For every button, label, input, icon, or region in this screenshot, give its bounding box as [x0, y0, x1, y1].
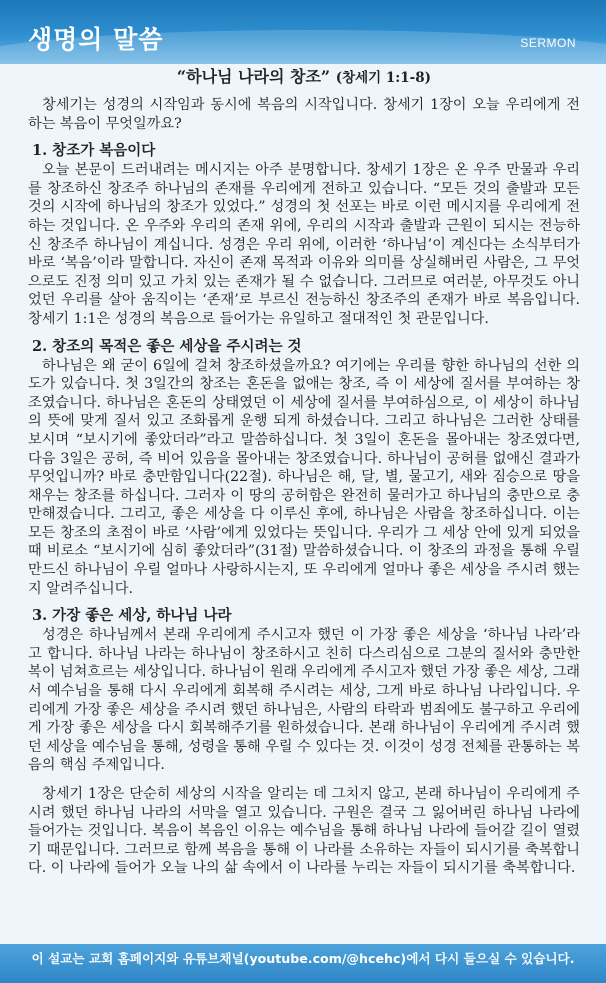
sermon-intro: 창세기는 성경의 시작임과 동시에 복음의 시작입니다. 창세기 1장이 오늘 우리에게 전하는 복음이 무엇일까요?	[28, 97, 580, 132]
sermon-title: “하나님 나라의 창조”	[176, 67, 331, 86]
sermon-reference: (창세기 1:1-8)	[335, 70, 432, 86]
section-heading-3: 3. 가장 좋은 세상, 하나님 나라	[32, 607, 232, 625]
header-title: 생명의 말씀	[28, 25, 164, 54]
footer-banner	[0, 944, 606, 983]
header-sermon-label: SERMON	[520, 36, 576, 50]
section-body-2: 하나님은 왜 굳이 6일에 걸쳐 창조하셨을까요? 여기에는 우리를 향한 하나님의 선한 의도가 있습니다. 첫 3일간의 창조는 혼돈을 없애는 창조, 즉 이 세상에 질서를 부여하는 창조였습니다. 하나님은 혼돈의 상태였던 이 세상에 질서를 부여하심으로, 이 세상이 하나님의 뜻에 맞게 질서 있고 조화롭게 운행 되게 하셨습니다. 그리고 하나님은 그러한 상태를 보시며 “보시기에 좋았더라”라고 말씀하십니다. 첫 3일이 혼돈을 몰아내는 창조였다면, 다음 3일은 공허, 즉 비어 있음을 몰아내는 창조였습니다. 하나님이 공허를 없애신 결과가 무엇입니까? 바로 충만함입니다(22절). 하나님은 해, 달, 별, 물고기, 새와 짐승으로 땅을 채우는 창조를 하십니다. 그러자 이 땅의 공허함은 완전히 물러가고 하나님의 충만으로 충만해졌습니다. 그리고, 좋은 세상을 다 이루신 후에, 하나님은 사람을 창조하십니다. 이는 모든 창조의 초점이 바로 ‘사람’에게 있었다는 뜻입니다. 우리가 그 세상 안에 있게 되었을 때 비로소 “보시기에 심히 좋았더라”(31절) 말씀하셨습니다. 이 창조의 과정을 통해 우릴 만드신 하나님이 우릴 얼마나 사랑하시는지, 또 우리에게 얼마나 좋은 세상을 주시려 했는지 알려주십니다.	[28, 357, 580, 597]
sermon-content	[28, 66, 580, 878]
section-body-3: 성경은 하나님께서 본래 우리에게 주시고자 했던 이 가장 좋은 세상을 ‘하나님 나라’라고 합니다. 하나님 나라는 하나님이 창조하시고 친히 다스리심으로 그분의 질서와 충만한 복이 넘쳐흐르는 세상입니다. 하나님이 원래 우리에게 주시고자 했던 가장 좋은 세상, 그래서 예수님을 통해 다시 우리에게 회복해 주시려는 세상, 그게 바로 하나님 나라입니다. 우리에게 가장 좋은 세상을 주시려 했던 하나님은, 사람의 타락과 범죄에도 불구하고 우리에게 가장 좋은 세상을 다시 회복해주기를 원하셨습니다. 본래 하나님이 우리에게 주시려 했던 세상을 예수님을 통해, 성령을 통해 우릴 수 있다는 것. 이것이 성경 전체를 관통하는 복음의 핵심 주제입니다.	[28, 627, 581, 774]
header-banner	[0, 0, 606, 64]
section-body-1: 오늘 본문이 드러내려는 메시지는 아주 분명합니다. 창세기 1장은 온 우주 만물과 우리를 창조하신 창조주 하나님의 존재를 우리에게 전하고 있습니다. “모든 것의 출발과 모든 것의 시작에 하나님의 창조가 있었다.” 성경의 첫 선포는 바로 이런 메시지를 우리에게 전하는 것입니다. 온 우주와 우리의 존재 위에, 우리의 시작과 출발과 근원이 되시는 전능하신 창조주 하나님이 계십니다. 성경은 우리 위에, 이러한 ‘하나님’이 계신다는 소식부터가 바로 ‘복음’이라 말합니다. 자신이 존재 목적과 이유와 의미를 상실해버린 사람은, 그 무엇으로도 진정 의미 있고 가치 있는 존재가 될 수 없습니다. 그러므로 여러분, 아무것도 아니었던 우리를 살아 움직이는 ‘존재’로 부르신 전능하신 창조주의 존재가 바로 복음입니다. 창세기 1:1은 성경의 복음으로 들어가는 유일하고 절대적인 첫 관문입니다.	[28, 162, 581, 327]
footer-text: 이 설교는 교회 홈페이지와 유튜브채널(youtube.com/@hcehc)에서 다시 들으실 수 있습니다.	[31, 951, 575, 966]
sermon-closing: 창세기 1장은 단순히 세상의 시작을 알리는 데 그치지 않고, 본래 하나님이 우리에게 주시려 했던 하나님 나라의 서막을 열고 있습니다. 구원은 결국 그 잃어버린 하나님 나라에 들어가는 것입니다. 복음이 복음인 이유는 예수님을 통해 하나님 나라에 들어갈 길이 열렸기 때문입니다. 그러므로 함께 복음을 통해 이 나라를 소유하는 자들이 되시기를 축복합니다. 이 나라에 들어가 오늘 나의 삶 속에서 이 나라를 누리는 자들이 되시기를 축복합니다.	[28, 786, 580, 877]
section-heading-2: 2. 창조의 목적은 좋은 세상을 주시려는 것	[32, 337, 302, 355]
sermon-title-line	[28, 66, 580, 89]
section-heading-1: 1. 창조가 복음이다	[32, 142, 156, 160]
